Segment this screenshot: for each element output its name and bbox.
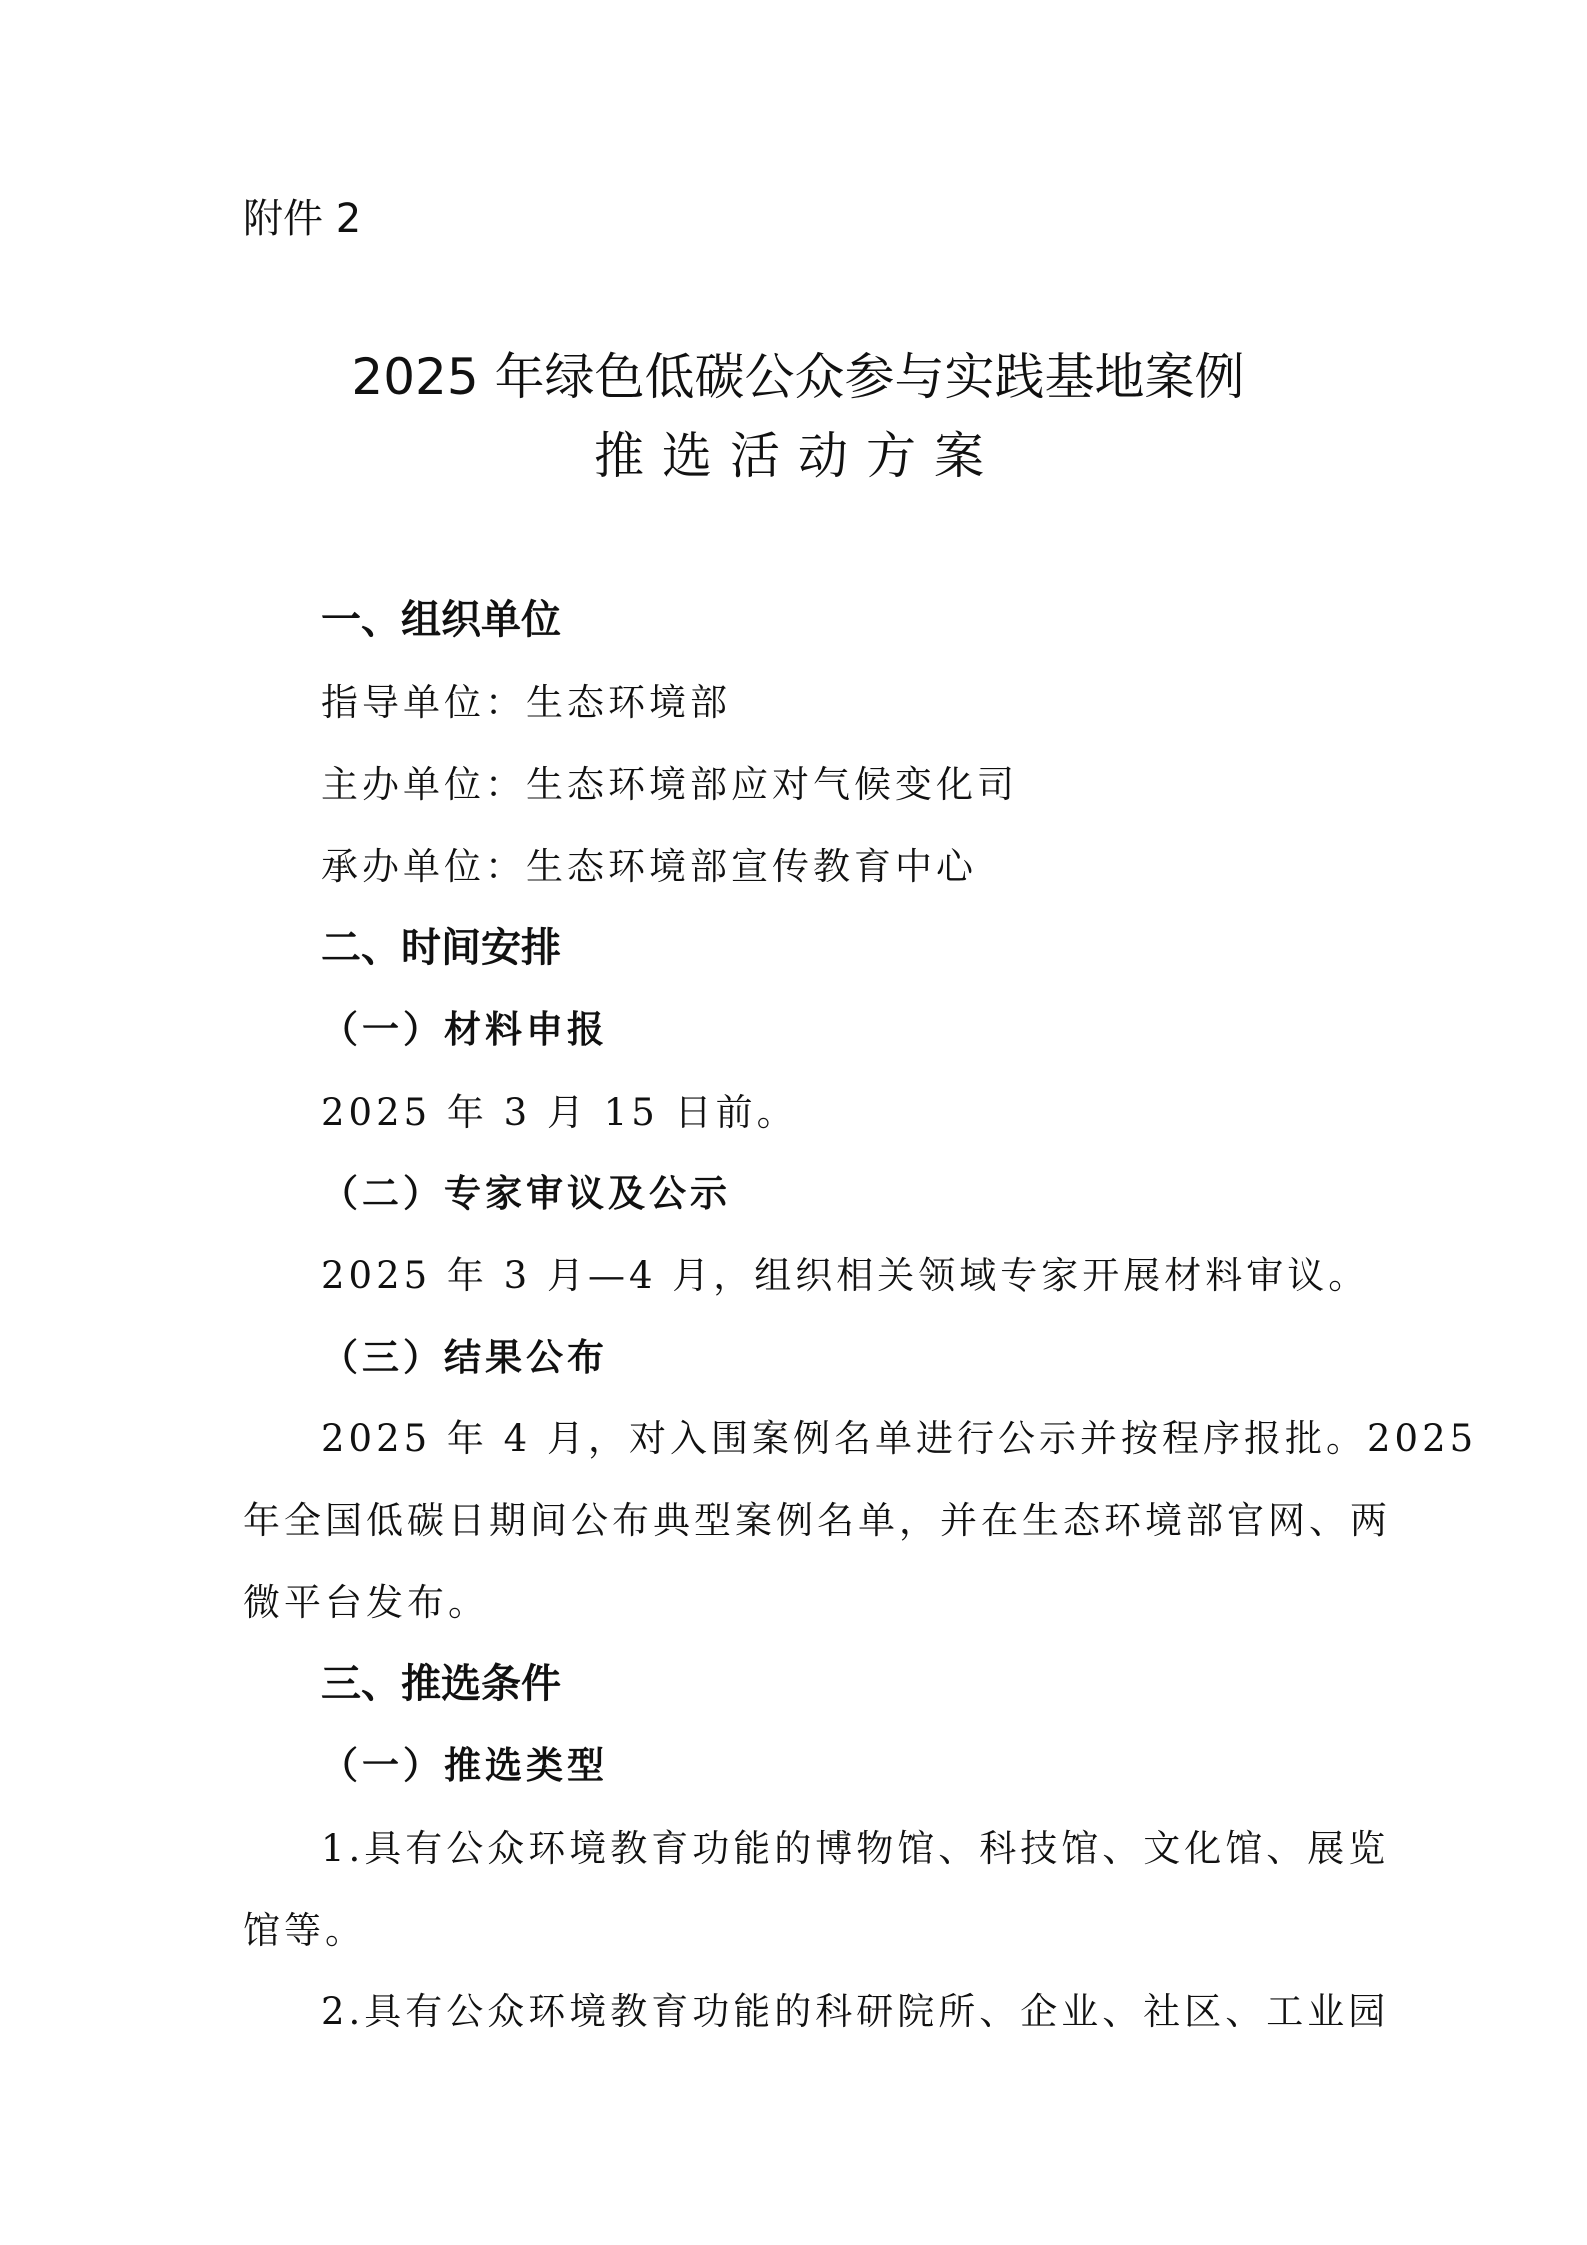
- selection-type-item-1-line-1: 1.具有公众环境教育功能的博物馆、科技馆、文化馆、展览: [321, 1827, 1390, 1870]
- results-text-line-1: 2025 年 4 月，对入围案例名单进行公示并按程序报批。2025: [321, 1417, 1478, 1460]
- material-submission-text: 2025 年 3 月 15 日前。: [321, 1091, 798, 1134]
- subheading-results: （三）结果公布: [321, 1335, 608, 1379]
- selection-type-item-2-line-1: 2.具有公众环境教育功能的科研院所、企业、社区、工业园: [321, 1990, 1390, 2033]
- subheading-selection-types: （一）推选类型: [321, 1743, 608, 1787]
- document-title-line-2: 推选活动方案: [594, 427, 1002, 485]
- selection-type-item-1-line-2: 馆等。: [243, 1909, 366, 1952]
- results-text-line-3: 微平台发布。: [243, 1581, 489, 1624]
- results-text-line-2: 年全国低碳日期间公布典型案例名单，并在生态环境部官网、两: [243, 1499, 1391, 1542]
- subheading-material-submission: （一）材料申报: [321, 1007, 608, 1051]
- section-heading-schedule: 二、时间安排: [321, 925, 561, 971]
- expert-review-text: 2025 年 3 月—4 月，组织相关领域专家开展材料审议。: [321, 1254, 1370, 1297]
- document-title-line-1: 2025 年绿色低碳公众参与实践基地案例: [351, 348, 1245, 406]
- section-heading-organizers: 一、组织单位: [321, 597, 561, 643]
- section-heading-criteria: 三、推选条件: [321, 1661, 561, 1707]
- guide-unit-text: 指导单位：生态环境部: [321, 681, 731, 724]
- organizer-unit-text: 承办单位：生态环境部宣传教育中心: [321, 845, 977, 888]
- attachment-label: 附件 2: [243, 196, 362, 242]
- host-unit-text: 主办单位：生态环境部应对气候变化司: [321, 763, 1018, 806]
- subheading-expert-review: （二）专家审议及公示: [321, 1171, 731, 1215]
